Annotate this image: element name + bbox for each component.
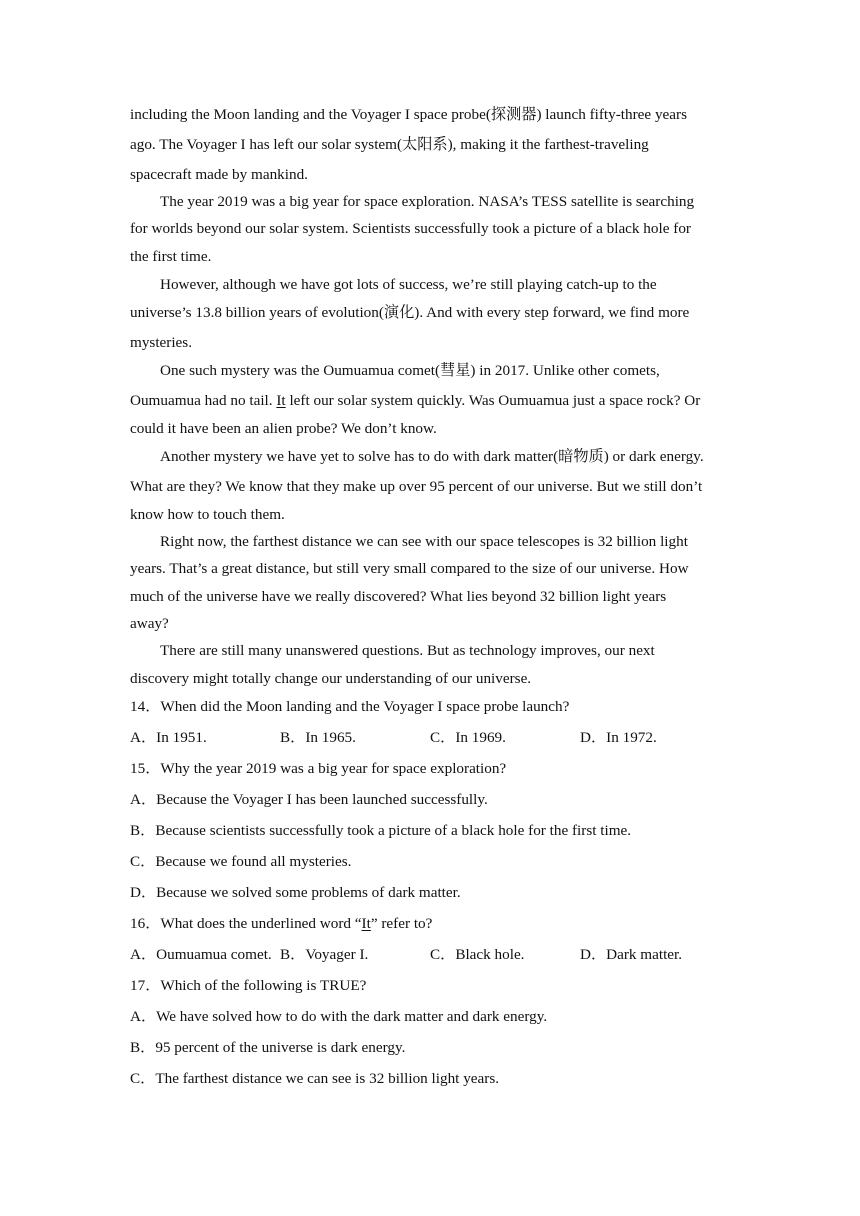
passage-line: discovery might totally change our understanding of our universe. [130,670,532,687]
question-16-stem [130,914,740,934]
passage-line [130,391,740,411]
passage-line: spacecraft made by mankind. [130,166,308,183]
question-17-option-a[interactable]: A．We have solved how to do with the dark matter and dark energy. [130,1008,548,1025]
underlined-word-it: It [361,915,371,932]
question-16-option-c[interactable]: C．Black hole. [430,946,525,963]
passage-line: including the Moon landing and the Voyager I space probe(探测器) launch fifty-three years [130,106,687,123]
passage-line: There are still many unanswered questions. But as technology improves, our next [160,642,655,659]
underlined-word-it: It [276,392,286,409]
question-14-option-a[interactable]: A．In 1951. [130,729,207,746]
passage-line: However, although we have got lots of success, we’re still playing catch-up to the [160,276,657,293]
question-17-stem: 17．Which of the following is TRUE? [130,977,367,994]
passage-line: universe’s 13.8 billion years of evolution(演化). And with every step forward, we find more [130,304,690,321]
passage-text: Oumuamua had no tail. [130,392,277,409]
passage-line: Right now, the farthest distance we can see with our space telescopes is 32 billion light [160,533,688,550]
passage-line: What are they? We know that they make up over 95 percent of our universe. But we still don’t [130,478,703,495]
passage-line: The year 2019 was a big year for space exploration. NASA’s TESS satellite is searching [160,193,695,210]
question-17-option-c[interactable]: C．The farthest distance we can see is 32 billion light years. [130,1070,500,1087]
passage-line: years. That’s a great distance, but still very small compared to the size of our universe. How [130,560,689,577]
question-14-option-d[interactable]: D．In 1972. [580,729,657,746]
passage-line: Another mystery we have yet to solve has to do with dark matter(暗物质) or dark energy. [160,448,704,465]
passage-line: the first time. [130,248,212,265]
question-14-option-c[interactable]: C．In 1969. [430,729,506,746]
passage-line: for worlds beyond our solar system. Scientists successfully took a picture of a black hole for [130,220,691,237]
question-15-option-d[interactable]: D．Because we solved some problems of dark matter. [130,884,461,901]
question-14-stem: 14．When did the Moon landing and the Voyager I space probe launch? [130,698,570,715]
passage-line: could it have been an alien probe? We don’t know. [130,420,437,437]
question-16-stem-text: 16．What does the underlined word “ [130,915,362,932]
question-16-option-d[interactable]: D．Dark matter. [580,946,683,963]
passage-line: much of the universe have we really discovered? What lies beyond 32 billion light years [130,588,667,605]
passage-line: away? [130,615,169,632]
passage-line: One such mystery was the Oumuamua comet(彗星) in 2017. Unlike other comets, [160,362,660,379]
passage-line: know how to touch them. [130,506,285,523]
question-15-stem: 15．Why the year 2019 was a big year for space exploration? [130,760,507,777]
question-16-option-a[interactable]: A．Oumuamua comet. [130,946,272,963]
question-16-option-b[interactable]: B．Voyager I. [280,946,369,963]
passage-text: left our solar system quickly. Was Oumuamua just a space rock? Or [285,392,701,409]
question-14-option-b[interactable]: B．In 1965. [280,729,356,746]
question-16-stem-text: ” refer to? [370,915,433,932]
question-15-option-a[interactable]: A．Because the Voyager I has been launched successfully. [130,791,488,808]
question-15-option-b[interactable]: B．Because scientists successfully took a picture of a black hole for the first time. [130,822,632,839]
passage-line: mysteries. [130,334,193,351]
passage-line: ago. The Voyager I has left our solar system(太阳系), making it the farthest-traveling [130,136,649,153]
question-15-option-c[interactable]: C．Because we found all mysteries. [130,853,352,870]
question-17-option-b[interactable]: B．95 percent of the universe is dark energy. [130,1039,406,1056]
